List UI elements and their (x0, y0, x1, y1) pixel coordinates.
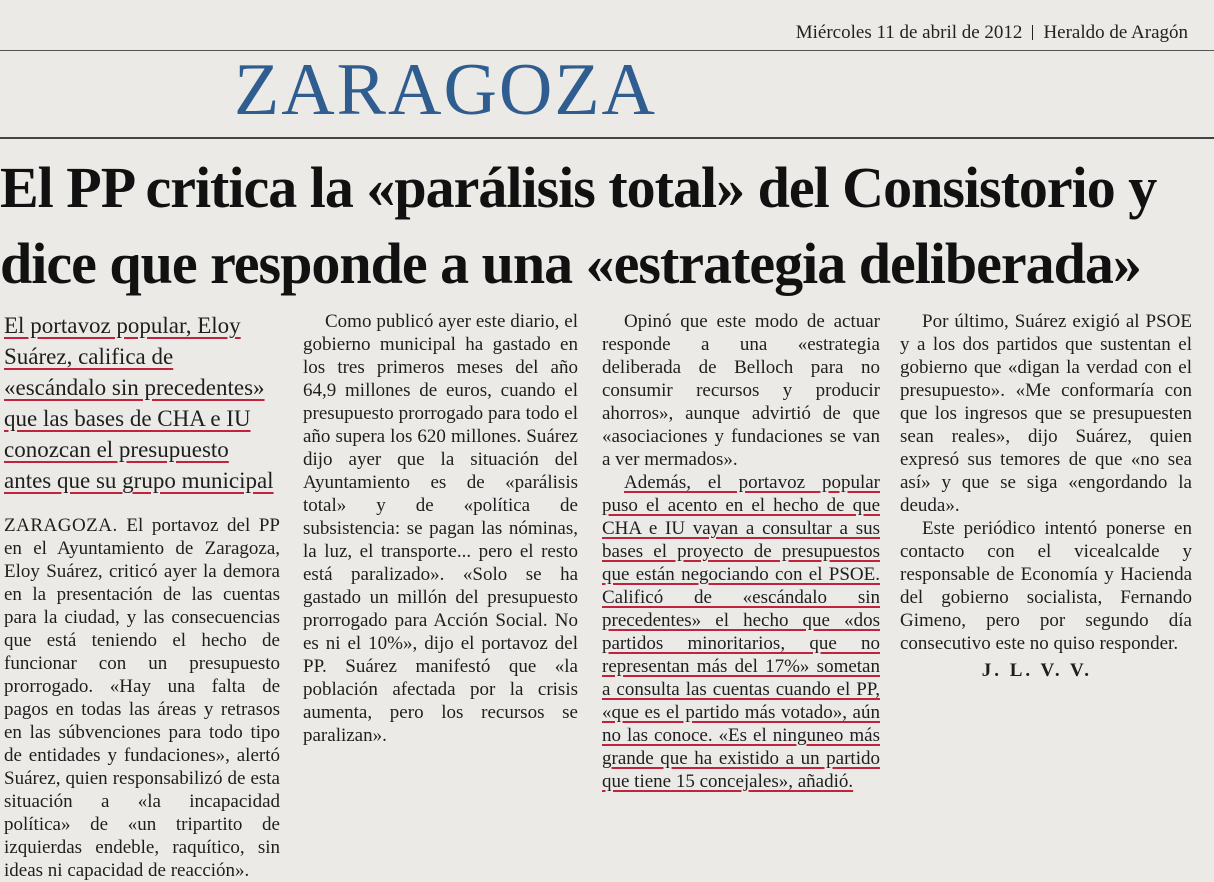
section-rule (0, 137, 1214, 139)
article-column-3 (602, 310, 880, 793)
headline-line-1: El PP critica la «parálisis total» del Consistorio y (0, 155, 1157, 220)
author-signature: J. L. V. V. (981, 660, 1092, 681)
paragraph-1 (4, 514, 280, 882)
paragraph-5: Por último, Suárez exigió al PSOE y a los dos partidos que sustentan el gobierno que «digan la verdad con el presupuesto». «Me conformaría con que los ingresos que se presupuesten sean reales», dijo Suárez, quien expresó sus temores de que «no sea así» y que se siga «engordando la deuda». (900, 311, 1192, 516)
dateline (796, 22, 1188, 44)
publication-name: Heraldo de Aragón (1043, 22, 1188, 43)
paragraph-3: Opinó que este modo de actuar responde a una «estrategia deliberada de Belloch para no consumir recursos y producir ahorros», aunque advirtió de que «asociaciones y fundaciones se van a ver mermados». (602, 311, 880, 470)
lead-city: ZARAGOZA. (4, 515, 118, 536)
dateline-separator (1032, 25, 1033, 40)
paragraph-2: Como publicó ayer este diario, el gobierno municipal ha gastado en los tres primeros meses del año 64,9 millones de euros, cuando el presupuesto prorrogado para todo el año supera los 620 millones. Suárez dijo ayer que la situación del Ayuntamiento es de «parálisis total» y de «política de subsistencia: se pagan las nóminas, la luz, el transporte... pero el resto está paralizado». «Solo se ha gastado un millón del presupuesto prorrogado para Acción Social. No es ni el 10%», dijo el portavoz del PP. Suárez manifestó que «la población afectada por la crisis aumenta, pero los recursos se paralizan». (303, 311, 578, 746)
article-column-4 (900, 310, 1192, 682)
article-headline (0, 150, 1214, 302)
paragraph-6: Este periódico intentó ponerse en contacto con el vicealcalde y responsable de Economía y Hacienda del gobierno socialista, Fernando Gimeno, pero por segundo día consecutivo este no quiso responder. (900, 518, 1192, 654)
article-subhead: El portavoz popular, Eloy Suárez, califica de «escándalo sin precedentes» que las bases de CHA e IU conozcan el presupuesto antes que su grupo municipal (4, 313, 274, 493)
article-column-2 (303, 310, 578, 747)
section-title: ZARAGOZA (234, 49, 657, 131)
headline-line-2: dice que responde a una «estrategia deliberada» (0, 231, 1141, 296)
paragraph-1-text: El portavoz del PP en el Ayuntamiento de Zaragoza, Eloy Suárez, criticó ayer la demora en la presentación de las cuentas para la ciudad, y las consecuencias que está teniendo el hecho de funcionar con un presupuesto prorrogado. «Hay una falta de pagos en todas las áreas y retrasos en las súbvenciones para todo tipo de entidades y fundaciones», alertó Suárez, quien responsabilizó de esta situación a «la incapacidad política» de «un tripartito de izquierdas endeble, raquítico, sin ideas ni capacidad de reacción». (4, 515, 281, 881)
paragraph-4-highlighted: Además, el portavoz popular puso el acento en el hecho de que CHA e IU vayan a consultar a sus bases el proyecto de presupuestos que están negociando con el PSOE. Calificó de «escándalo sin precedentes» el hecho que «dos partidos minoritarios, que no representan más del 17%» sometan a consulta las cuentas cuando el PP, «que es el partido más votado», aún no las conoce. «Es el ninguneo más grande que ha existido a un partido que tiene 15 concejales», añadió. (602, 472, 880, 792)
article-column-1 (4, 310, 280, 882)
issue-date: Miércoles 11 de abril de 2012 (795, 22, 1023, 43)
